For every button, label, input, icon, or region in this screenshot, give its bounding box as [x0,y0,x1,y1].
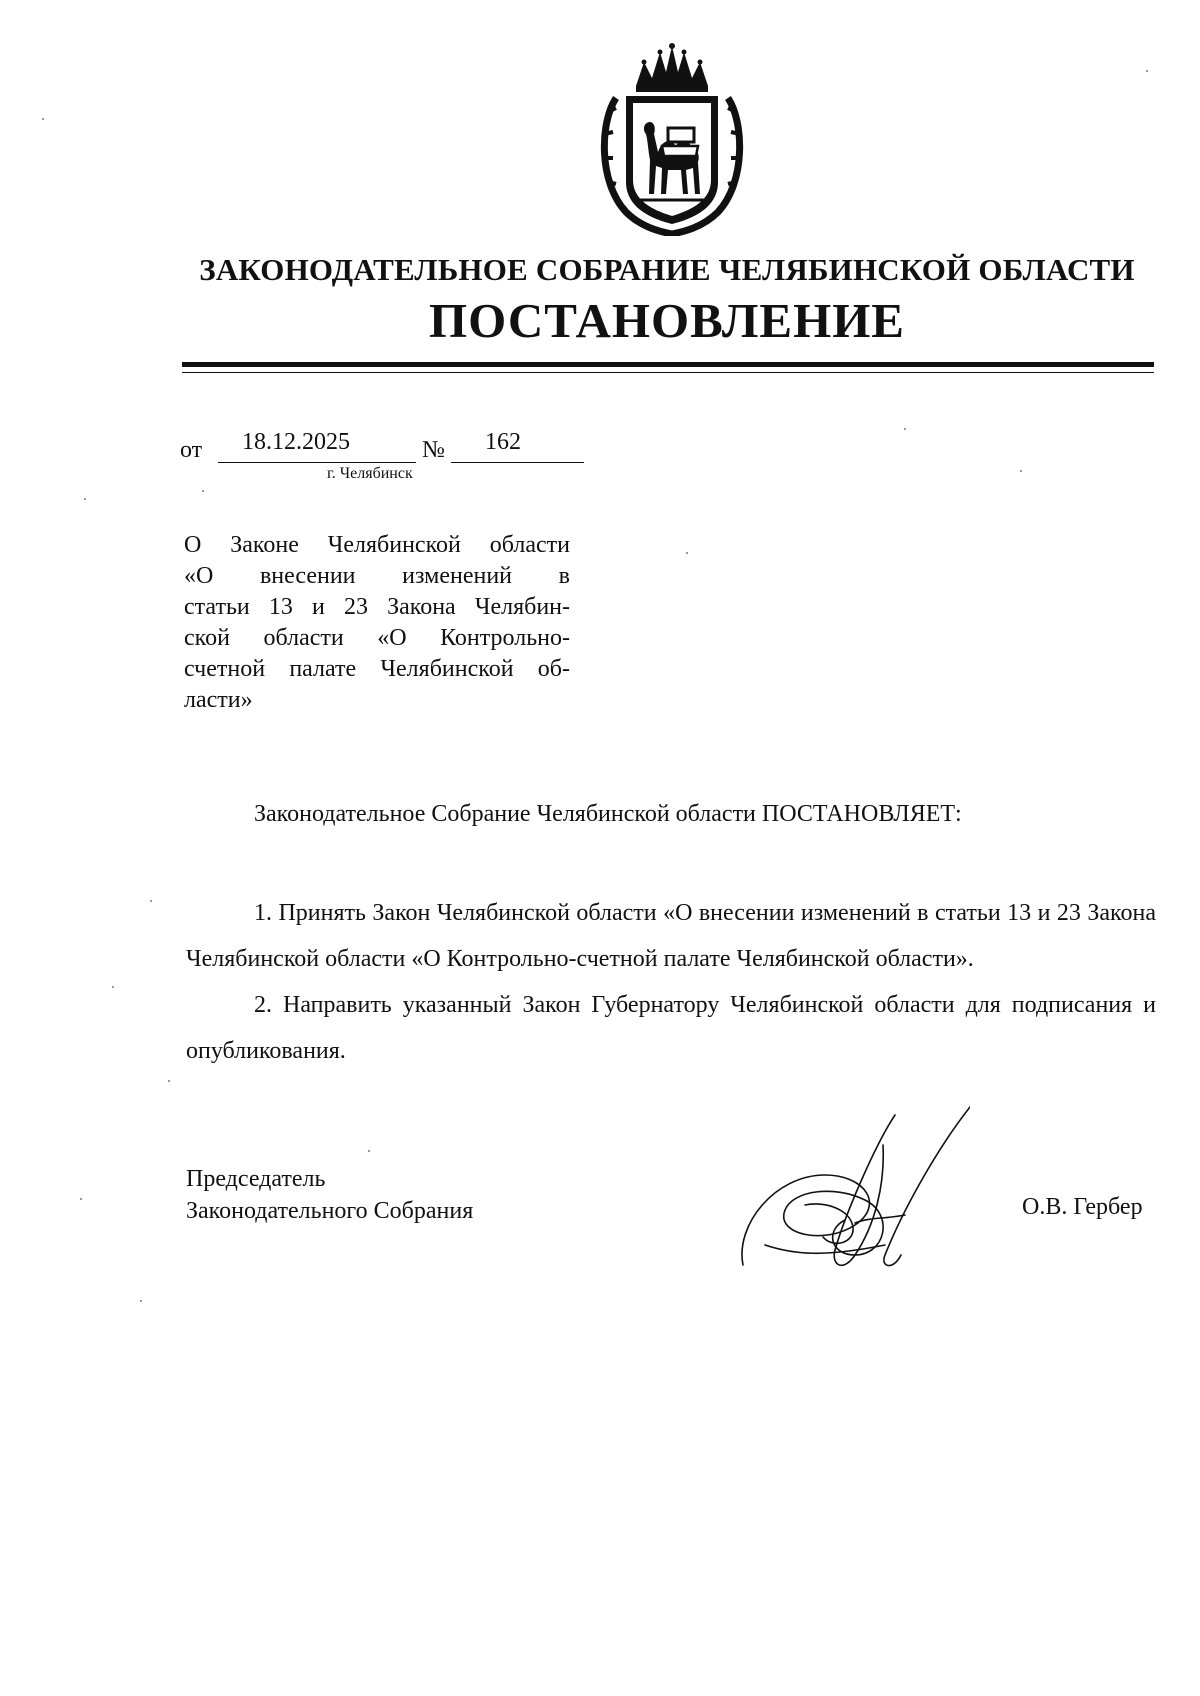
document-type-title: ПОСТАНОВЛЕНИЕ [429,293,905,348]
scan-speck [42,118,44,120]
scan-speck [368,1150,370,1152]
signatory-title-line: Председатель [186,1166,326,1192]
scan-speck [904,428,906,430]
subject-line: ласти» [184,687,253,713]
number-underline [451,462,584,463]
document-date-number-row [180,429,600,465]
document-city: г. Челябинск [327,465,413,482]
signatory-title [186,1163,473,1227]
signatory-title-line: Законодательного Собрания [186,1198,474,1224]
scan-speck [150,900,152,902]
subject-line: статьи 13 и 23 Закона Челябин- [184,594,570,620]
scan-speck [140,1300,142,1302]
subject-line: ской области «О Контрольно- [184,625,570,651]
preamble: Законодательное Собрание Челябинской области ПОСТАНОВЛЯЕТ: [254,801,962,827]
scan-speck [168,1080,170,1082]
subject-line: счетной палате Челябинской об- [184,656,570,682]
scan-speck [686,552,688,554]
number-prefix: № [422,437,445,463]
resolution-items [186,890,1156,1074]
scan-speck [1020,470,1022,472]
organization-name: ЗАКОНОДАТЕЛЬНОЕ СОБРАНИЕ ЧЕЛЯБИНСКОЙ ОБЛАСТИ [199,252,1135,287]
header-divider-thin [182,372,1154,373]
document-number: 162 [485,429,521,455]
resolution-item: 1. Принять Закон Челябинской области «О внесении изменений в статьи 13 и 23 Закона Челябинской области «О Контрольно-счетной палате Челябинской области». [186,900,1156,972]
document-date: 18.12.2025 [242,429,350,455]
scan-speck [112,986,114,988]
date-underline [218,462,416,463]
scan-speck [1146,70,1148,72]
handwritten-signature-icon [735,1105,970,1275]
scan-speck [202,490,204,492]
resolution-item: 2. Направить указанный Закон Губернатору Челябинской области для подписания и опубликования. [186,992,1156,1064]
scan-speck [84,498,86,500]
header-divider-thick [182,362,1154,367]
signatory-name: О.В. Гербер [1022,1194,1143,1220]
document-subject [184,530,570,716]
chelyabinsk-coat-of-arms-icon [596,42,748,236]
subject-line: «О внесении изменений в [184,563,570,589]
date-prefix: от [180,437,203,463]
scan-speck [80,1198,82,1200]
subject-line: О Законе Челябинской области [184,532,570,558]
